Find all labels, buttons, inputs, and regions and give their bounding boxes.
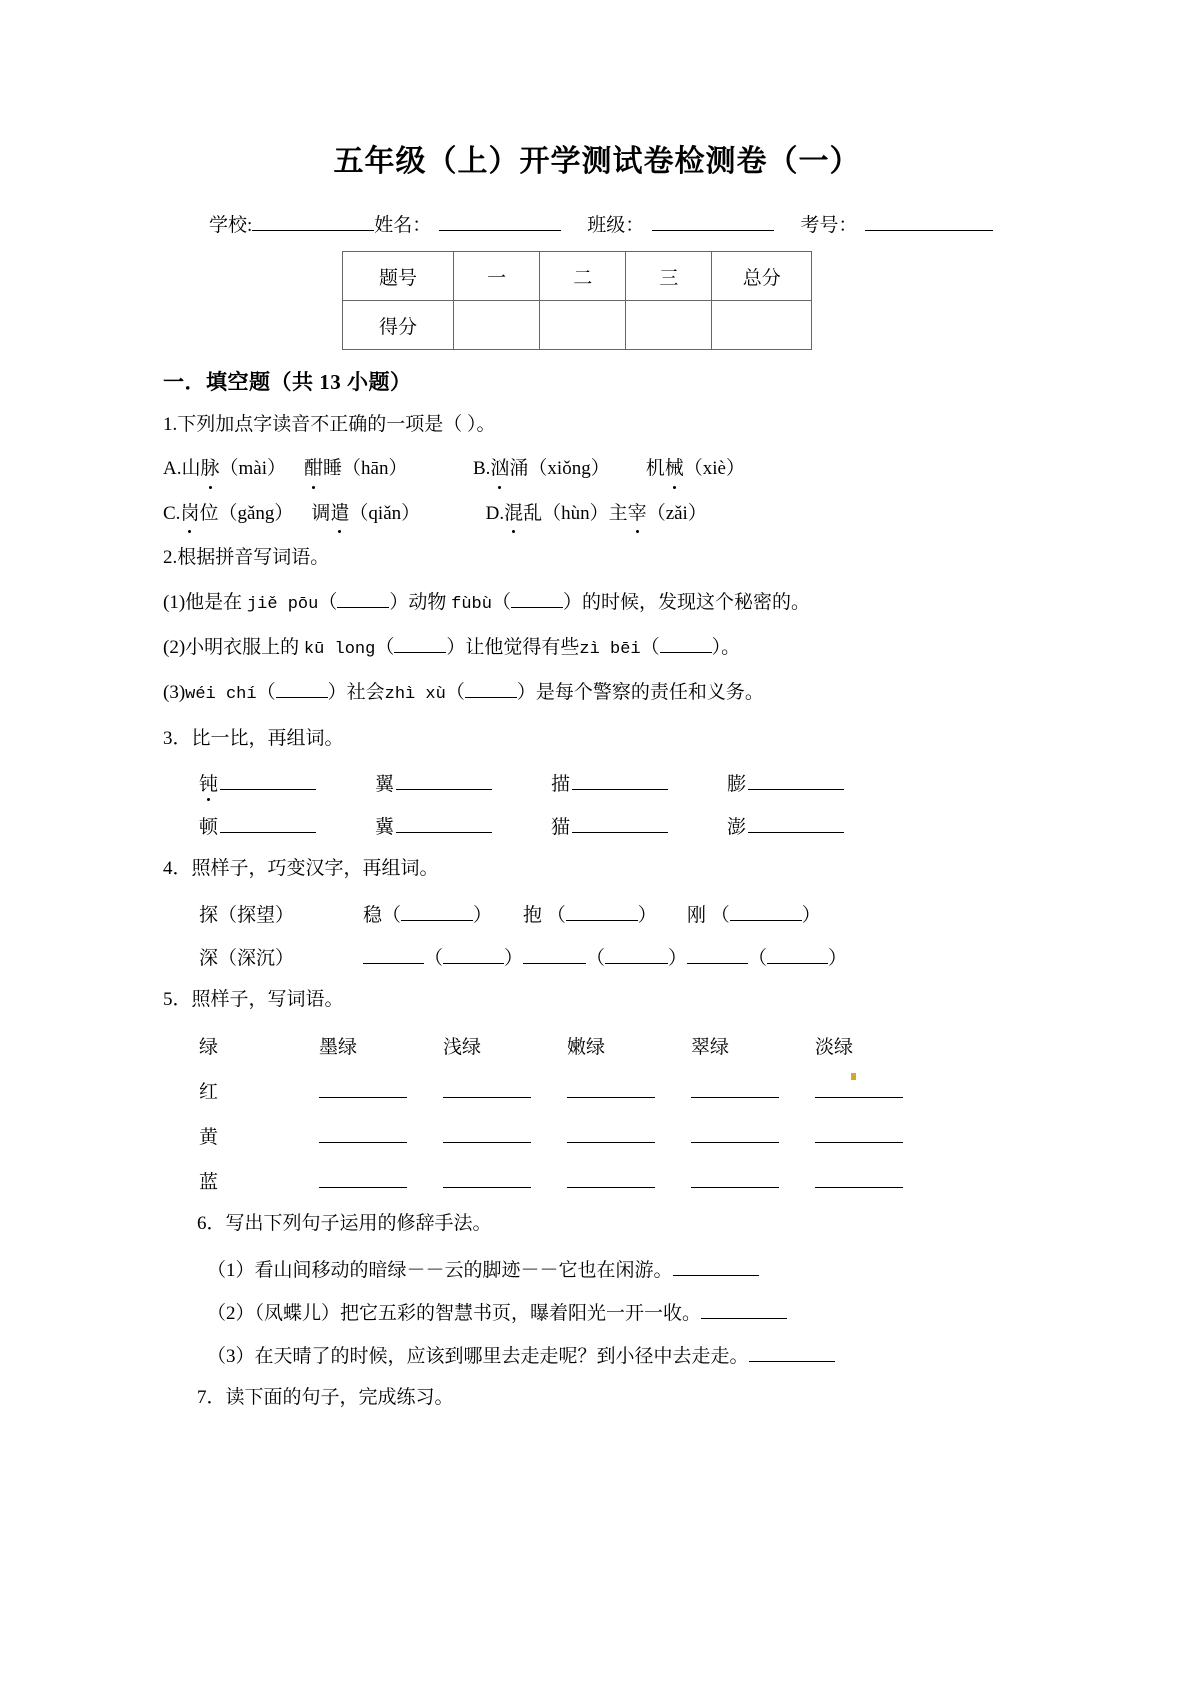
answer-cell[interactable] [691,1081,815,1104]
paren-close: ） [327,682,347,704]
item-text-1: 小明衣服上的 [185,637,304,659]
option-d-post-2: （zǎi） [646,502,707,524]
option-b[interactable] [473,454,745,483]
option-c-pre-2: 调 [311,502,331,524]
pinyin-1: wéi chí [185,685,257,705]
dotted-char: 械 [665,454,684,483]
answer-blank-char[interactable] [523,947,586,964]
item-text: 在天晴了的时候，应该到哪里去走走呢？到小径中去走走。 [254,1345,749,1367]
word-build-cell [551,812,727,839]
pinyin-1: kū long [303,640,376,660]
score-entry-cell[interactable] [712,301,812,350]
score-table-wrapper [163,251,1031,350]
score-table [342,251,812,350]
word-build-cell [199,769,375,796]
item-number: (2) [163,637,186,659]
class-blank[interactable] [652,213,774,231]
answer-blank[interactable] [673,1259,759,1276]
score-table-cell: 一 [454,252,540,301]
class-field [587,210,774,237]
option-a-letter: A. [163,458,182,480]
school-label: 学校: [209,215,253,236]
answer-blank[interactable] [567,1126,655,1143]
item-number: （1） [207,1259,255,1281]
item-number: （2） [207,1302,255,1324]
answer-blank[interactable] [443,1126,531,1143]
row-label: 蓝 [199,1172,219,1194]
option-c[interactable] [163,499,420,528]
table-row [343,252,812,301]
answer-blank[interactable] [605,947,668,964]
score-table-cell: 总分 [712,252,812,301]
identity-line [163,210,1031,237]
name-field [374,210,561,237]
question-2-item-2 [163,633,1031,663]
answer-blank-char[interactable] [363,947,424,964]
class-label: 班级： [587,215,645,236]
question-1-options-row-2 [163,499,1031,528]
answer-cell[interactable] [319,1171,443,1194]
answer-cell[interactable] [815,1171,939,1194]
option-d-post: 乱（hùn） [523,502,609,524]
question-1-stem: 1.下列加点字读音不正确的一项是（ ）。 [163,414,496,435]
option-b-post-2: （xiè） [683,458,745,480]
paren-close: ） [446,637,466,659]
table-row [343,301,812,350]
question-2-item-1 [163,588,1031,618]
char-variant-cell [687,943,847,970]
answer-blank[interactable] [319,1126,407,1143]
stray-mark [851,1073,856,1080]
char: 猫 [551,817,571,839]
answer-blank-char[interactable] [687,947,748,964]
paren-open: （ [585,947,605,969]
dotted-char: 岗 [180,499,199,528]
item-number: (3) [163,682,186,704]
answer-cell[interactable] [443,1081,567,1104]
answer-blank[interactable] [749,1345,835,1362]
score-entry-cell[interactable] [626,301,712,350]
paren-open: （ [382,904,402,926]
question-5-stem: 5．照样子，写词语。 [163,988,344,1010]
question-4-row-2 [163,943,1031,970]
question-5-row-red [163,1077,1031,1104]
score-entry-cell[interactable] [454,301,540,350]
option-b-pre-2: 机 [645,458,665,480]
char-variant-cell [523,900,687,927]
sample-word: （深沉） [218,947,295,969]
paren-open: （ [256,682,276,704]
row-label: 黄 [199,1127,219,1149]
question-4-row-1 [163,900,1031,927]
word-build-cell [551,769,727,796]
answer-blank[interactable] [691,1081,779,1098]
question-3-row-1 [163,769,1031,796]
answer-blank[interactable] [730,904,802,921]
char: 描 [551,774,571,796]
word-build-cell [199,812,375,839]
char-variant-cell [199,943,363,970]
answer-blank[interactable] [748,816,844,833]
question-2-stem: 2.根据拼音写词语。 [163,547,330,569]
sample-word: 嫩绿 [567,1037,606,1059]
char-variant-cell [687,900,847,927]
question-1 [163,410,1031,439]
paren-close: ） [516,682,536,704]
answer-blank[interactable] [567,1171,655,1188]
answer-blank[interactable] [701,1302,787,1319]
char: 冀 [375,817,395,839]
row-label: 红 [199,1082,219,1104]
sample-word: 淡绿 [815,1037,854,1059]
option-a[interactable] [163,454,407,483]
paren-close: ） [667,947,687,969]
answer-blank[interactable] [815,1171,903,1188]
question-6-item-3 [163,1341,1031,1368]
question-5-row-blue [163,1167,1031,1194]
option-c-post: 位（gǎng） [199,502,294,524]
answer-blank[interactable] [443,1171,531,1188]
item-text: 看山间移动的暗绿－－云的脚迹－－它也在闲游。 [254,1259,673,1281]
question-5-row-yellow [163,1122,1031,1149]
item-text-2: 动物 [408,591,452,613]
answer-blank[interactable] [443,1081,531,1098]
word-build-cell [727,812,903,839]
sample-word: 墨绿 [319,1037,358,1059]
paren-close: ） [503,947,523,969]
item-text-3: 是每个警察的责任和义务。 [535,682,764,704]
answer-cell[interactable] [319,1126,443,1149]
question-5-sample-row [163,1032,1031,1059]
option-a-post: （mài） [219,458,287,480]
char: 刚 [687,904,707,926]
item-number: （3） [207,1345,255,1367]
item-text-3: 的时候，发现这个秘密的。 [581,591,810,613]
name-blank[interactable] [439,213,561,231]
item-text-2: 让他觉得有些 [465,637,580,659]
char: 膨 [727,774,747,796]
dotted-char: 酣 [304,454,323,483]
question-2-item-3 [163,678,1031,708]
paren-open: （ [542,904,566,926]
answer-blank[interactable] [572,816,668,833]
paren-close: ） [827,947,847,969]
answer-blank[interactable] [319,1171,407,1188]
answer-blank[interactable] [337,591,389,608]
paren-close: ） [801,904,821,926]
answer-cell[interactable] [691,1171,815,1194]
item-text-1: 他是在 [185,591,247,613]
question-1-options-row-1 [163,454,1031,483]
score-table-cell: 三 [626,252,712,301]
option-b-post: 涌（xiǒng） [509,458,610,480]
answer-blank[interactable] [815,1081,903,1098]
item-text: （凤蝶儿）把它五彩的智慧书页，曝着阳光一开一收。 [254,1302,702,1324]
school-field [209,210,374,237]
paren-close: ） [562,591,582,613]
dotted-char: 宰 [628,499,647,528]
answer-blank[interactable] [815,1126,903,1143]
exam-no-blank[interactable] [865,213,993,231]
char: 顿 [199,817,219,839]
item-text-2: 社会 [346,682,385,704]
paren-open: （ [318,591,338,613]
answer-cell[interactable] [567,1126,691,1149]
dotted-char: 遣 [330,499,349,528]
question-7-stem: 7．读下面的句子，完成练习。 [197,1386,454,1408]
answer-cell[interactable] [567,1081,691,1104]
answer-blank[interactable] [401,904,473,921]
char: 翼 [375,774,395,796]
char-variant-cell [523,943,687,970]
answer-cell[interactable] [691,1126,815,1149]
answer-blank[interactable] [511,591,563,608]
char: 抱 [523,904,543,926]
paren-close: ） [637,904,657,926]
char: 稳 [363,904,383,926]
char: 深 [199,947,219,969]
paren-open: （ [445,682,465,704]
score-table-cell: 二 [540,252,626,301]
sample-word: （探望） [218,904,295,926]
char: 钝 [199,769,218,796]
question-4-stem: 4．照样子，巧变汉字，再组词。 [163,858,439,880]
answer-blank[interactable] [443,947,504,964]
option-d[interactable] [486,499,707,528]
answer-blank[interactable] [767,947,828,964]
option-a-post-2: 睡（hān） [323,458,408,480]
word-build-cell [727,769,903,796]
paren-close: ） [473,904,493,926]
char-variant-cell [363,900,523,927]
option-d-pre-2: 主 [608,502,628,524]
answer-blank[interactable] [691,1171,779,1188]
score-entry-cell[interactable] [540,301,626,350]
answer-cell[interactable] [319,1081,443,1104]
option-b-letter: B. [472,458,491,480]
paren-close: ） [711,637,722,659]
item-text-3: 。 [721,637,741,659]
pinyin-1: jiě pōu [246,594,319,614]
option-a-pre: 山 [181,458,201,480]
pinyin-2: zhì xù [384,685,446,705]
name-label: 姓名： [374,215,432,236]
paren-open: （ [375,637,395,659]
answer-cell[interactable] [443,1126,567,1149]
paren-open: （ [747,947,767,969]
option-c-letter: C. [163,502,181,524]
section-heading: 一．填空题（共 13 小题） [163,370,412,394]
paren-close: ） [389,591,409,613]
char: 探 [199,904,219,926]
sample-label: 绿 [199,1037,219,1059]
page-content [163,0,1031,1412]
sample-word: 翠绿 [691,1037,730,1059]
answer-blank[interactable] [567,1081,655,1098]
answer-blank[interactable] [394,636,446,653]
page-title: 五年级（上）开学测试卷检测卷（一） [333,145,861,178]
option-d-letter: D. [485,502,505,524]
answer-cell[interactable] [567,1171,691,1194]
paren-open: （ [706,904,730,926]
answer-cell[interactable] [815,1081,939,1104]
score-table-row-header: 题号 [343,252,454,301]
answer-blank[interactable] [220,773,316,790]
dotted-char: 混 [504,499,523,528]
paren-open: （ [491,591,511,613]
dotted-char: 脉 [201,454,220,483]
paren-open: （ [640,637,660,659]
word-build-cell [375,769,551,796]
answer-cell[interactable] [815,1126,939,1149]
answer-blank[interactable] [465,681,517,698]
school-blank[interactable] [252,213,374,231]
answer-cell[interactable] [443,1171,567,1194]
pinyin-2: fùbù [451,594,492,614]
answer-blank[interactable] [319,1081,407,1098]
answer-blank[interactable] [748,773,844,790]
answer-blank[interactable] [660,636,712,653]
paren-open: （ [423,947,443,969]
question-3-stem: 3．比一比，再组词。 [163,727,344,749]
answer-blank[interactable] [396,816,492,833]
exam-no-label: 考号： [800,215,858,236]
option-c-post-2: （qiǎn） [349,502,421,524]
exam-no-field [800,210,993,237]
question-6-item-1 [163,1255,1031,1282]
question-6-stem: 6．写出下列句子运用的修辞手法。 [197,1213,492,1235]
word-build-cell [375,812,551,839]
answer-blank[interactable] [691,1126,779,1143]
char-variant-cell [199,900,363,927]
answer-blank[interactable] [396,773,492,790]
pinyin-2: zì bēi [579,640,641,660]
question-3-row-2 [163,812,1031,839]
sample-word: 浅绿 [443,1037,482,1059]
dotted-char: 汹 [490,454,509,483]
question-6-item-2 [163,1298,1031,1325]
answer-blank[interactable] [572,773,668,790]
score-table-row-header: 得分 [343,301,454,350]
answer-blank[interactable] [220,816,316,833]
answer-blank[interactable] [276,681,328,698]
answer-blank[interactable] [566,904,638,921]
char-variant-cell [363,943,523,970]
char: 澎 [727,817,747,839]
item-number: (1) [163,591,186,613]
